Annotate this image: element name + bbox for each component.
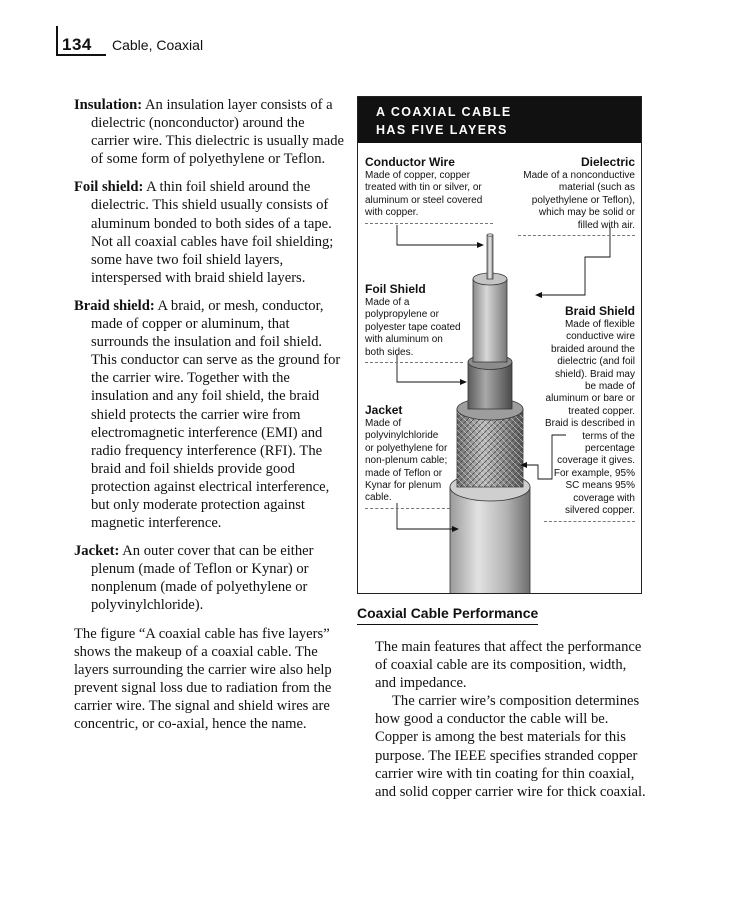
running-head: Cable, Coaxial <box>112 37 204 53</box>
label-heading: Foil Shield <box>365 282 426 296</box>
dielectric-layer <box>473 273 507 362</box>
term-foil-shield <box>74 178 346 287</box>
term-text: An outer cover that can be either plenum (made of Teflon or Kynar) or nonplenum (made of polyethylene or polyvinylchloride). <box>91 543 314 614</box>
performance-paragraph-1: The main features that affect the performance of coaxial cable are its composition, width, and impedance. <box>375 639 642 692</box>
label-text: Made of polyvinylchloride or polyethylene for non-plenum cable; made of Teflon or Kynar for plenum cable. <box>365 418 450 509</box>
conductor-wire <box>487 234 493 279</box>
figure-title-line-2: HAS FIVE LAYERS <box>376 123 508 137</box>
label-foil-shield <box>365 282 463 363</box>
label-heading: Jacket <box>365 403 403 417</box>
label-text: Made of a nonconductive material (such as polyethylene or Teflon), which may be solid or filled with air. <box>518 170 635 236</box>
jacket-layer <box>450 473 530 594</box>
braid-layer <box>457 398 523 487</box>
term-text: An insulation layer consists of a dielectric (nonconductor) around the carrier wire. This dielectric is usually made of some form of polyethylene or Teflon. <box>91 97 344 168</box>
term-text: A braid, or mesh, conductor, made of copper or aluminum, that surrounds the insulation and foil shield. This conductor can serve as the ground for the carrier wire. Together with the insulation and any foil shield, the braid shield protects the carrier wire from electromagnetic interference (EMI) and radio frequency interference (RFI). The braid and foil shields provide good protection against electrical interference, but only moderate protection against magnetic interference. <box>91 297 341 532</box>
label-jacket <box>365 403 450 509</box>
page-number: 134 <box>62 35 92 54</box>
term-label: Jacket: <box>74 543 120 560</box>
term-insulation <box>74 96 346 168</box>
term-label: Foil shield: <box>74 179 144 196</box>
label-text: Made of copper, copper treated with tin or silver, or aluminum or steel covered with copper. <box>365 170 493 224</box>
term-text: A thin foil shield around the dielectric. This shield usually consists of aluminum bonded to both sides of a tape. Not all coaxial cables have foil shielding; some have two foil shield layers, interspersed with braid shield layers. <box>91 179 334 286</box>
label-dielectric <box>518 155 635 236</box>
term-braid-shield <box>74 297 346 532</box>
dielectric-leader <box>541 227 610 295</box>
label-conductor-wire <box>365 155 493 224</box>
coaxial-cable-figure <box>357 96 642 594</box>
section-heading: Coaxial Cable Performance <box>357 605 538 625</box>
term-label: Insulation: <box>74 97 143 113</box>
foil-layer <box>468 355 512 410</box>
body-paragraph: The figure “A coaxial cable has five layers” shows the makeup of a coaxial cable. The layers surrounding the carrier wire also help prevent signal loss due to radiation from the carrier wire. The signal and shield wires are concentric, or co-axial, hence the name. <box>74 625 332 732</box>
conductor-leader <box>397 225 478 245</box>
label-heading: Braid Shield <box>564 304 635 318</box>
label-braid-shield <box>544 304 635 522</box>
label-text: Made of flexible conductive wire braided around the dielectric (and foil shield). Braid may be made of aluminum or bare or treated copper. Braid is described in terms of the percentage coverage it gives. For example, 95% SC means 95% coverage with silvered copper. <box>544 319 635 522</box>
label-text: Made of a polypropylene or polyester tape coated with aluminum on both sides. <box>365 297 463 363</box>
figure-title-line-1: A COAXIAL CABLE <box>376 105 512 119</box>
label-heading: Conductor Wire <box>365 155 455 169</box>
left-column <box>74 96 346 733</box>
term-jacket <box>74 542 346 614</box>
header-rule-vertical <box>56 26 58 56</box>
term-label: Braid shield: <box>74 297 155 314</box>
label-heading: Dielectric <box>580 155 635 169</box>
right-column <box>375 638 647 801</box>
performance-paragraph-2: The carrier wire’s composition determines how good a conductor the cable will be. Copper is among the best materials for this purpose. The IEEE specifies stranded copper carrier wire with tin coating for thin coaxial, and solid copper carrier wire for thick coaxial. <box>375 693 646 800</box>
